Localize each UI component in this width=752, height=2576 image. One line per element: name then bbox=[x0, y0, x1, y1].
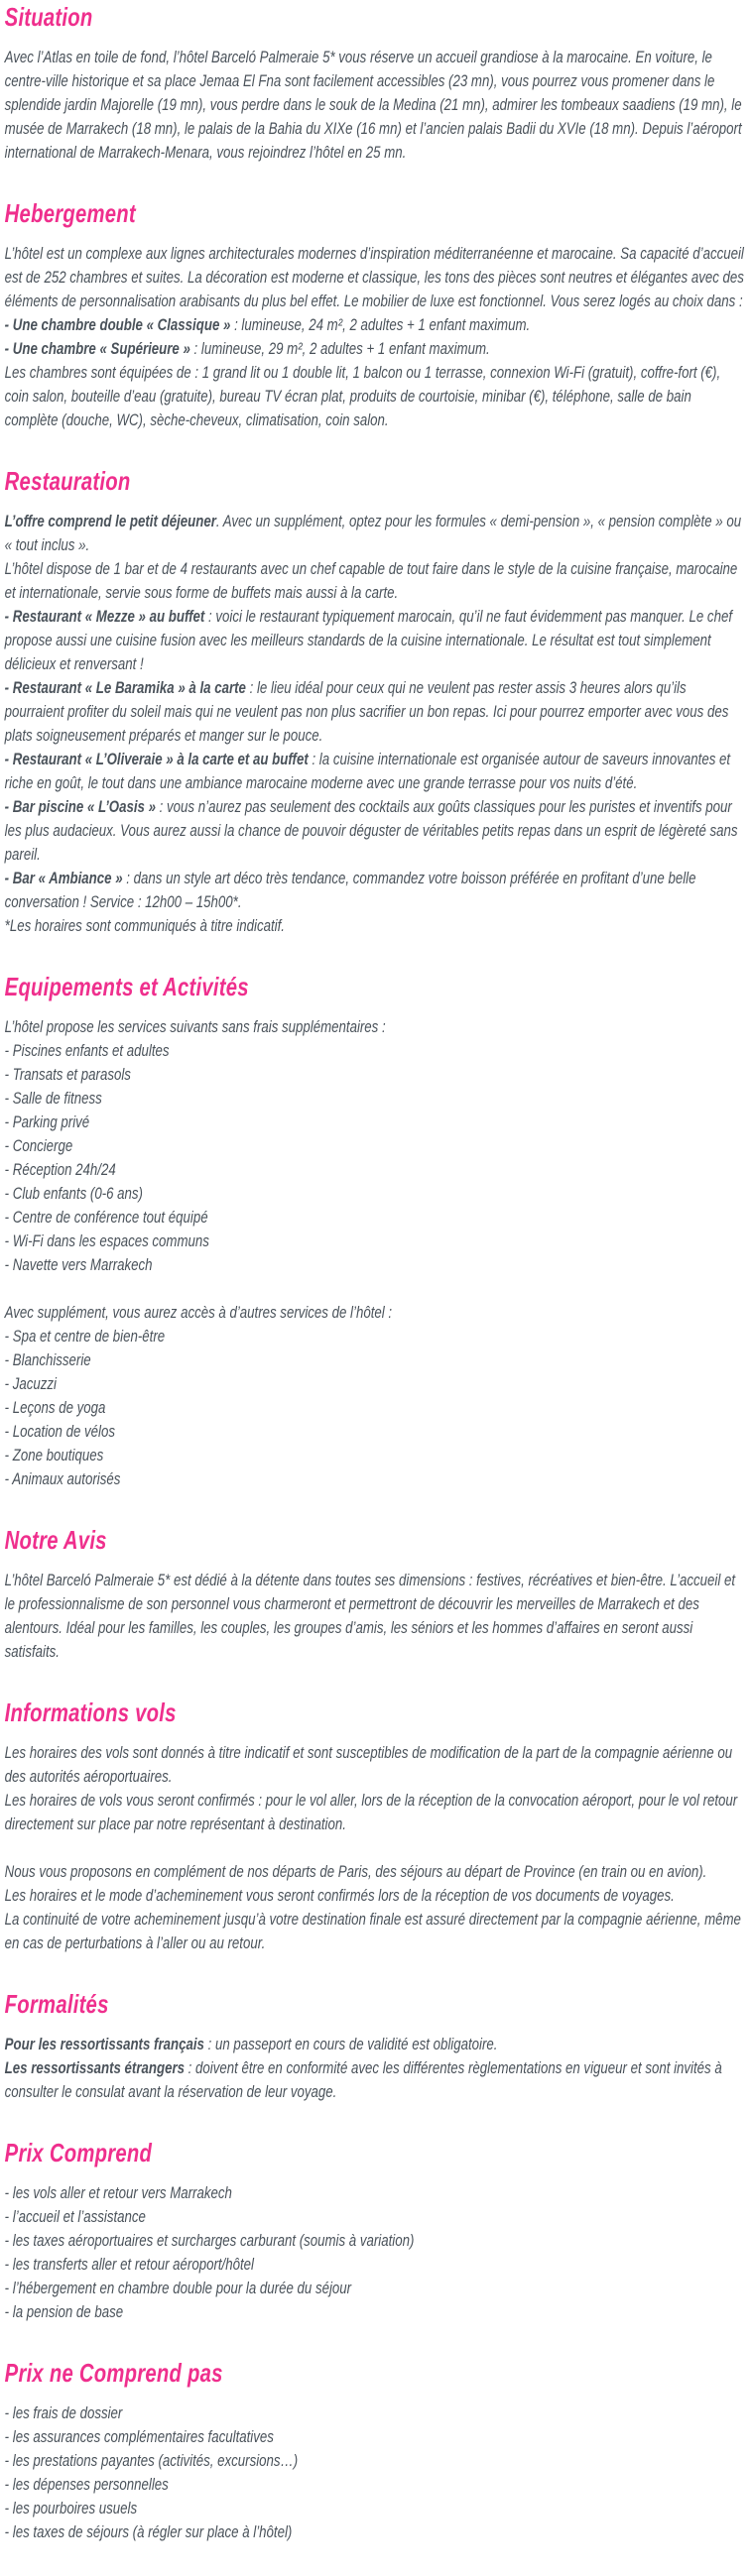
list-line bbox=[5, 1039, 745, 1063]
bold-label: - Restaurant « Le Baramika » à la carte bbox=[4, 678, 246, 697]
list-line bbox=[5, 2277, 745, 2300]
text-run: Nous vous proposons en complément de nos départs de Paris, des séjours au départ de Province (en train ou en avion). bbox=[4, 1862, 707, 1881]
text-run: L’hôtel Barceló Palmeraie 5* est dédié à la détente dans toutes ses dimensions : festives, récréatives et bien-être. L’accueil et le professionnalisme de son personnel vous charmeront et permettront de découvrir les merveilles de Marrakech et des alentours. Idéal pour les familles, les couples, les groupes d’amis, les séniors et les hommes d’affaires en seront aussi satisfaits. bbox=[4, 1571, 736, 1661]
text-run: - Zone boutiques bbox=[4, 1446, 104, 1464]
text-run: : voici le restaurant typiquement marocain, qu’il ne faut évidemment pas manquer. Le chef propose aussi une cuisine fusion avec les meilleurs standards de la cuisine internationale. Le résultat est tout simplement délicieux et renversant ! bbox=[4, 607, 733, 673]
list-line bbox=[5, 1111, 745, 1134]
text-run: : vous n’aurez pas seulement des cocktails aux goûts classiques pour les puristes et inventifs pour les plus audacieux. Vous aurez aussi la chance de pouvoir déguster de véritables petits repas dans un esprit de légèreté sans pareil. bbox=[4, 797, 738, 864]
text-run: - Animaux autorisés bbox=[4, 1469, 121, 1488]
text-run: - les taxes aéroportuaires et surcharges carburant (soumis à variation) bbox=[4, 2231, 415, 2250]
text-run: : dans un style art déco très tendance, commandez votre boisson préférée en profitant d’une belle conversation ! Service : 12h00 – 15h00*. bbox=[4, 869, 696, 911]
list-line bbox=[5, 2497, 745, 2520]
section-heading-equipements-et-activites: Equipements et Activités bbox=[4, 972, 249, 1001]
text-run: - Piscines enfants et adultes bbox=[4, 1041, 170, 1060]
text-run: L’hôtel est un complexe aux lignes architecturales modernes d’inspiration méditerranéenne et marocaine. Sa capacité d’accueil est de 252 chambres et suites. La décoration est moderne et classique, les tons des pièces sont neutres et élégantes avec des éléments de personnalisation arabisants du plus bel effet. Le mobilier de luxe est fonctionnel. Vous serez logés au choix dans : bbox=[4, 244, 744, 310]
list-line bbox=[5, 2473, 745, 2497]
paragraph bbox=[5, 1908, 745, 1955]
paragraph bbox=[5, 1015, 745, 1039]
section-heading-situation: Situation bbox=[4, 2, 93, 32]
text-run: - les dépenses personnelles bbox=[4, 2475, 169, 2494]
list-line bbox=[5, 313, 745, 337]
section-heading-informations-vols: Informations vols bbox=[4, 1698, 177, 1727]
list-line bbox=[5, 2253, 745, 2277]
text-run: - les prestations payantes (activités, excursions…) bbox=[4, 2451, 299, 2470]
text-run: - Transats et parasols bbox=[4, 1065, 131, 1084]
paragraph bbox=[5, 914, 745, 938]
text-run: L’hôtel propose les services suivants sans frais supplémentaires : bbox=[4, 1017, 386, 1036]
section-heading-hebergement: Hebergement bbox=[4, 198, 136, 228]
section-heading-prix-comprend: Prix Comprend bbox=[4, 2138, 153, 2167]
text-run: - les assurances complémentaires facultatives bbox=[4, 2427, 274, 2446]
list-line bbox=[5, 1182, 745, 1206]
text-run: Les horaires de vols vous seront confirmés : pour le vol aller, lors de la réception de la convocation aéroport, pour le vol retour directement sur place par notre représentant à destination. bbox=[4, 1791, 738, 1833]
text-run: - l’accueil et l’assistance bbox=[4, 2207, 146, 2226]
list-line bbox=[5, 1134, 745, 1158]
list-line bbox=[5, 1420, 745, 1444]
text-run: - Jacuzzi bbox=[4, 1374, 58, 1393]
section-hebergement bbox=[5, 198, 745, 432]
text-run: - Salle de fitness bbox=[4, 1089, 102, 1108]
list-line bbox=[5, 2181, 745, 2205]
list-line bbox=[5, 867, 745, 914]
bold-label: - Bar piscine « L’Oasis » bbox=[4, 797, 156, 816]
paragraph bbox=[5, 1884, 745, 1908]
text-run: : doivent être en conformité avec les différentes règlementations en vigueur et sont invités à consulter le consulat avant la réservation de leur voyage. bbox=[4, 2058, 722, 2101]
list-line bbox=[5, 1348, 745, 1372]
list-line bbox=[5, 1325, 745, 1348]
section-heading-restauration: Restauration bbox=[4, 466, 131, 496]
paragraph-gap bbox=[5, 1277, 745, 1301]
text-run: - Navette vers Marrakech bbox=[4, 1255, 153, 1274]
section-restauration bbox=[5, 466, 745, 938]
list-line bbox=[5, 1467, 745, 1491]
list-line bbox=[5, 2229, 745, 2253]
bold-label: - Une chambre « Supérieure » bbox=[4, 339, 190, 358]
text-run: : la cuisine internationale est organisée autour de saveurs innovantes et riche en goût, le tout dans une ambiance marocaine moderne avec une grande terrasse pour vos nuits d’été. bbox=[4, 750, 731, 792]
bold-label: - Restaurant « L’Oliveraie » à la carte et au buffet bbox=[4, 750, 309, 768]
paragraph bbox=[5, 1789, 745, 1836]
list-line bbox=[5, 1253, 745, 1277]
paragraph bbox=[5, 2033, 745, 2056]
list-line bbox=[5, 1087, 745, 1111]
section-prix-comprend bbox=[5, 2138, 745, 2324]
text-run: - les pourboires usuels bbox=[4, 2499, 138, 2517]
list-line bbox=[5, 1206, 745, 1229]
paragraph bbox=[5, 361, 745, 432]
section-situation bbox=[5, 2, 745, 165]
text-run: - Wi-Fi dans les espaces communs bbox=[4, 1231, 209, 1250]
list-line bbox=[5, 1158, 745, 1182]
list-line bbox=[5, 2449, 745, 2473]
paragraph bbox=[5, 1569, 745, 1664]
list-line bbox=[5, 1372, 745, 1396]
text-run: L’hôtel dispose de 1 bar et de 4 restaurants avec un chef capable de tout faire dans le style de la cuisine française, marocaine et internationale, servie sous forme de buffets mais aussi à la carte. bbox=[4, 559, 738, 602]
bold-label: - Restaurant « Mezze » au buffet bbox=[4, 607, 205, 626]
text-run: Les horaires des vols sont donnés à titre indicatif et sont susceptibles de modification de la part de la compagnie aérienne ou des autorités aéroportuaires. bbox=[4, 1743, 733, 1786]
list-line bbox=[5, 2300, 745, 2324]
text-run: - Concierge bbox=[4, 1136, 73, 1155]
section-equipements-et-activites bbox=[5, 972, 745, 1491]
text-run: - Blanchisserie bbox=[4, 1350, 91, 1369]
text-run: Avec l’Atlas en toile de fond, l’hôtel Barceló Palmeraie 5* vous réserve un accueil grandiose à la marocaine. En voiture, le centre-ville historique et sa place Jemaa El Fna sont facilement accessibles (23 mn), vous pourrez vous promener dans le splendide jardin Majorelle (19 mn), vous perdre dans le souk de la Medina (21 mn), admirer les tombeaux saadiens (19 mn), le musée de Marrakech (18 mn), le palais de la Bahia du XIXe (16 mn) et l’ancien palais Badii du XVIe (18 mn). Depuis l’aéroport international de Marrakech-Menara, vous rejoindrez l’hôtel en 25 mn. bbox=[4, 48, 742, 162]
text-run: - les vols aller et retour vers Marrakech bbox=[4, 2183, 232, 2202]
bold-label: - Une chambre double « Classique » bbox=[4, 315, 231, 334]
bold-label: L’offre comprend le petit déjeuner bbox=[4, 512, 216, 530]
text-run: Les chambres sont équipées de : 1 grand lit ou 1 double lit, 1 balcon ou 1 terrasse, connexion Wi-Fi (gratuit), coffre-fort (€), coin salon, bouteille d’eau (gratuite), bureau TV écran plat, produits de courtoisie, minibar (€), téléphone, salle de bain complète (douche, WC), sèche-cheveux, climatisation, coin salon. bbox=[4, 363, 721, 429]
text-run: - Réception 24h/24 bbox=[4, 1160, 116, 1179]
list-line bbox=[5, 676, 745, 748]
section-prix-ne-comprend-pas bbox=[5, 2358, 745, 2544]
text-run: - Spa et centre de bien-être bbox=[4, 1327, 166, 1346]
paragraph bbox=[5, 46, 745, 165]
list-line bbox=[5, 1396, 745, 1420]
text-run: - les taxes de séjours (à régler sur place à l’hôtel) bbox=[4, 2522, 293, 2541]
list-line bbox=[5, 605, 745, 676]
list-line bbox=[5, 2205, 745, 2229]
section-informations-vols bbox=[5, 1698, 745, 1955]
section-heading-notre-avis: Notre Avis bbox=[4, 1525, 107, 1555]
text-run: . Avec un supplément, optez pour les formules « demi-pension », « pension complète » ou « tout inclus ». bbox=[4, 512, 742, 554]
list-line bbox=[5, 337, 745, 361]
list-line bbox=[5, 1229, 745, 1253]
paragraph bbox=[5, 2056, 745, 2104]
text-run: - Parking privé bbox=[4, 1112, 90, 1131]
text-run: - l’hébergement en chambre double pour la durée du séjour bbox=[4, 2279, 352, 2297]
list-line bbox=[5, 2520, 745, 2544]
list-line bbox=[5, 2425, 745, 2449]
text-run: : lumineuse, 29 m², 2 adultes + 1 enfant maximum. bbox=[189, 339, 490, 358]
text-run: : lumineuse, 24 m², 2 adultes + 1 enfant maximum. bbox=[230, 315, 531, 334]
text-run: Les horaires et le mode d’acheminement vous seront confirmés lors de la réception de vos documents de voyages. bbox=[4, 1886, 675, 1905]
paragraph bbox=[5, 1741, 745, 1789]
text-run: - Club enfants (0-6 ans) bbox=[4, 1184, 143, 1203]
text-run: : le lieu idéal pour ceux qui ne veulent pas rester assis 3 heures alors qu’ils pourraient profiter du soleil mais qui ne veulent pas non plus sacrifier un bon repas. Ici pour pourrez emporter avec vous des plats soigneusement préparés et manger sur le pouce. bbox=[4, 678, 729, 745]
text-run: *Les horaires sont communiqués à titre indicatif. bbox=[4, 916, 285, 935]
paragraph bbox=[5, 1301, 745, 1325]
list-line bbox=[5, 2401, 745, 2425]
section-formalites bbox=[5, 1989, 745, 2104]
section-heading-formalites: Formalités bbox=[4, 1989, 109, 2019]
text-run: La continuité de votre acheminement jusqu’à votre destination finale est assuré directement par la compagnie aérienne, même en cas de perturbations à l’aller ou au retour. bbox=[4, 1910, 741, 1952]
paragraph bbox=[5, 557, 745, 605]
text-run: - les transferts aller et retour aéroport/hôtel bbox=[4, 2255, 254, 2274]
paragraph bbox=[5, 1860, 745, 1884]
text-run: : un passeport en cours de validité est obligatoire. bbox=[203, 2035, 498, 2053]
list-line bbox=[5, 795, 745, 867]
bold-label: - Bar « Ambiance » bbox=[4, 869, 123, 887]
text-run: Avec supplément, vous aurez accès à d’autres services de l’hôtel : bbox=[4, 1303, 393, 1322]
text-run: - Location de vélos bbox=[4, 1422, 115, 1441]
section-notre-avis bbox=[5, 1525, 745, 1664]
text-run: - Centre de conférence tout équipé bbox=[4, 1208, 208, 1227]
list-line bbox=[5, 1063, 745, 1087]
bold-label: Pour les ressortissants français bbox=[4, 2035, 204, 2053]
paragraph bbox=[5, 510, 745, 557]
list-line bbox=[5, 748, 745, 795]
text-run: - Leçons de yoga bbox=[4, 1398, 106, 1417]
section-heading-prix-ne-comprend-pas: Prix ne Comprend pas bbox=[4, 2358, 223, 2388]
text-run: - la pension de base bbox=[4, 2302, 124, 2321]
paragraph bbox=[5, 242, 745, 313]
text-run: - les frais de dossier bbox=[4, 2403, 123, 2422]
list-line bbox=[5, 1444, 745, 1467]
paragraph-gap bbox=[5, 1836, 745, 1860]
bold-label: Les ressortissants étrangers bbox=[4, 2058, 185, 2077]
